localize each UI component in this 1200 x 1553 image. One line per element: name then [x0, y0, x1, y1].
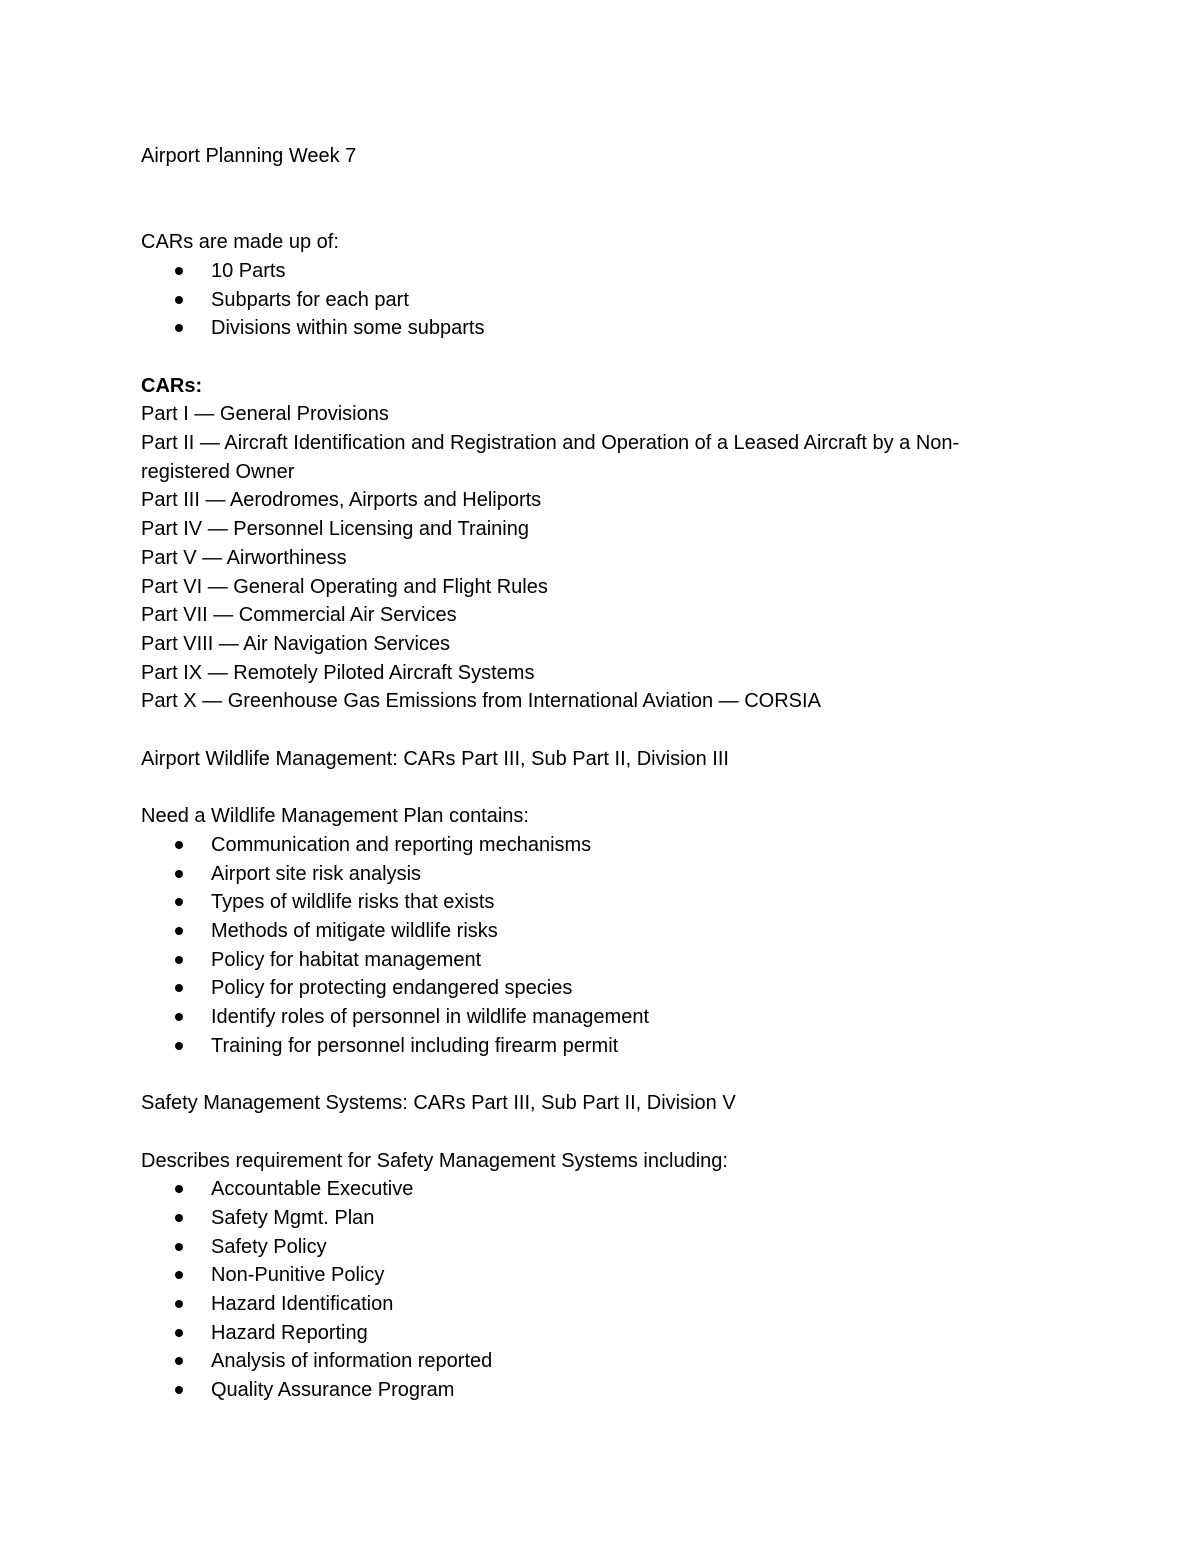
wildlife-heading: Need a Wildlife Management Plan contains: — [141, 805, 529, 828]
list-item: Quality Assurance Program — [141, 1376, 1041, 1405]
bullet-icon — [175, 898, 183, 906]
spacer — [141, 773, 1041, 802]
cars-part-line: Part VII — Commercial Air Services — [141, 604, 457, 627]
cars-part-line: registered Owner — [141, 460, 295, 483]
list-item: Types of wildlife risks that exists — [141, 888, 1041, 917]
wildlife-list — [141, 831, 1041, 1061]
cars-part-line: Part VIII — Air Navigation Services — [141, 632, 451, 655]
sms-heading: Describes requirement for Safety Management Systems including: — [141, 1149, 728, 1172]
bullet-icon — [175, 984, 183, 992]
list-item: Hazard Identification — [141, 1290, 1041, 1319]
cars-intro-list — [141, 257, 1041, 343]
bullet-icon — [175, 1386, 183, 1394]
wildlife-reference: Airport Wildlife Management: CARs Part III, Sub Part II, Division III — [141, 747, 729, 770]
list-item: Non-Punitive Policy — [141, 1261, 1041, 1290]
cars-part-line: Part III — Aerodromes, Airports and Heliports — [141, 489, 542, 512]
cars-part-line: Part II — Aircraft Identification and Registration and Operation of a Leased Aircraft by a Non- — [141, 432, 960, 454]
bullet-icon — [175, 870, 183, 878]
bullet-icon — [175, 296, 183, 304]
bullet-icon — [175, 1185, 183, 1193]
cars-parts-list — [141, 400, 1041, 716]
document-title: Airport Planning Week 7 — [141, 145, 357, 167]
bullet-icon — [175, 1013, 183, 1021]
list-item: Analysis of information reported — [141, 1347, 1041, 1376]
cars-part-line: Part IX — Remotely Piloted Aircraft Systems — [141, 661, 535, 684]
spacer — [141, 171, 1041, 228]
spacer — [141, 343, 1041, 372]
list-item: Airport site risk analysis — [141, 860, 1041, 889]
bullet-icon — [175, 1300, 183, 1308]
bullet-icon — [175, 1357, 183, 1365]
list-item: Training for personnel including firearm permit — [141, 1032, 1041, 1061]
cars-intro-heading: CARs are made up of: — [141, 231, 339, 254]
bullet-icon — [175, 324, 183, 332]
cars-parts-heading: CARs: — [141, 374, 203, 397]
list-item: Subparts for each part — [141, 286, 1041, 315]
bullet-icon — [175, 1271, 183, 1279]
spacer — [141, 1118, 1041, 1147]
bullet-icon — [175, 1329, 183, 1337]
list-item: Safety Policy — [141, 1233, 1041, 1262]
cars-part-line: Part V — Airworthiness — [141, 546, 347, 569]
bullet-icon — [175, 927, 183, 935]
list-item: Identify roles of personnel in wildlife management — [141, 1003, 1041, 1032]
list-item: Policy for protecting endangered species — [141, 974, 1041, 1003]
list-item: Communication and reporting mechanisms — [141, 831, 1041, 860]
cars-part-line: Part I — General Provisions — [141, 403, 389, 426]
bullet-icon — [175, 841, 183, 849]
cars-part-line: Part IV — Personnel Licensing and Training — [141, 518, 529, 541]
spacer — [141, 1060, 1041, 1089]
sms-reference: Safety Management Systems: CARs Part III, Sub Part II, Division V — [141, 1092, 736, 1115]
bullet-icon — [175, 1214, 183, 1222]
sms-list — [141, 1175, 1041, 1405]
list-item: Methods of mitigate wildlife risks — [141, 917, 1041, 946]
list-item: Policy for habitat management — [141, 946, 1041, 975]
list-item: Accountable Executive — [141, 1175, 1041, 1204]
cars-part-line: Part VI — General Operating and Flight Rules — [141, 575, 548, 598]
list-item: 10 Parts — [141, 257, 1041, 286]
document-body — [141, 142, 1041, 1405]
list-item: Divisions within some subparts — [141, 314, 1041, 343]
list-item: Hazard Reporting — [141, 1319, 1041, 1348]
bullet-icon — [175, 267, 183, 275]
bullet-icon — [175, 956, 183, 964]
bullet-icon — [175, 1243, 183, 1251]
cars-part-line: Part X — Greenhouse Gas Emissions from International Aviation — CORSIA — [141, 690, 821, 713]
list-item: Safety Mgmt. Plan — [141, 1204, 1041, 1233]
bullet-icon — [175, 1042, 183, 1050]
spacer — [141, 716, 1041, 745]
